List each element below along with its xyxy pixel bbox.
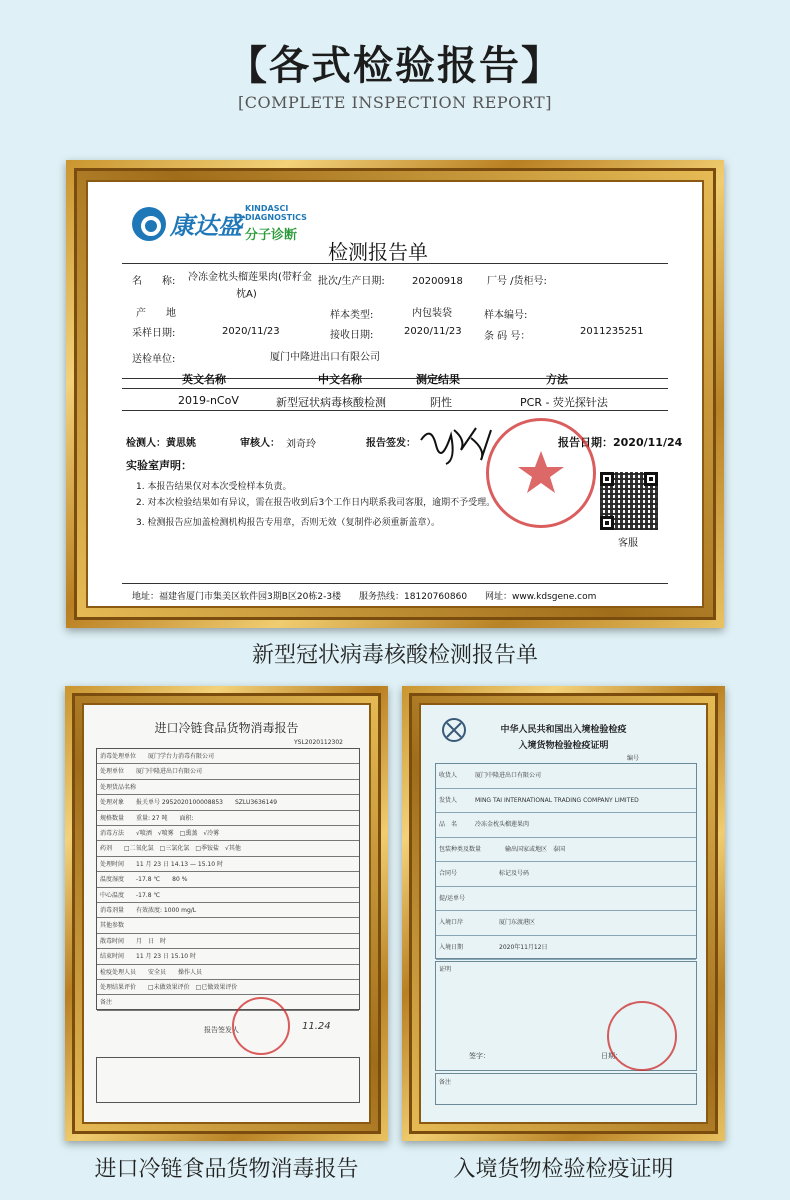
disinfection-report-frame bbox=[65, 686, 388, 1141]
table-row: 消毒处理单位 厦门学台力消毒有限公司 bbox=[97, 749, 359, 764]
sample-no-label: 样本编号: bbox=[484, 310, 528, 321]
reviewer-name: 刘奇玲 bbox=[286, 439, 316, 450]
table-row: 入境口岸 厦门东渡港区 bbox=[436, 911, 696, 936]
table-row: 处理对象 报关单号 2952020100008853 SZLU3636149 bbox=[97, 795, 359, 810]
sample-info-box bbox=[122, 263, 668, 379]
caption-right: 入境货物检验检疫证明 bbox=[453, 1157, 674, 1182]
table-header-english: 英文名称 bbox=[182, 373, 226, 386]
inspection-certificate-frame bbox=[402, 686, 725, 1141]
main-report-document bbox=[86, 180, 704, 608]
result-value: 阴性 bbox=[430, 396, 452, 409]
result-method: PCR - 荧光探针法 bbox=[520, 396, 608, 409]
table-row: 药剂 □二氧化氯 □三氯化氯 □季铵盐 √其他 bbox=[97, 841, 359, 856]
sampling-date-value: 2020/11/23 bbox=[222, 326, 280, 337]
origin-label: 产 地 bbox=[136, 308, 176, 319]
disinfection-table bbox=[96, 748, 360, 1010]
official-stamp bbox=[486, 418, 596, 528]
table-header-result: 测定结果 bbox=[416, 373, 460, 386]
certificate-date-label: 日期： bbox=[601, 1052, 622, 1060]
name-label: 名 称: bbox=[132, 276, 176, 287]
report-date: 报告日期：2020/11/24 bbox=[558, 436, 683, 449]
disinfection-report-document bbox=[82, 703, 371, 1124]
name-value-1: 冷冻金枕头榴莲果肉(带籽金 bbox=[188, 272, 312, 283]
factory-label: 厂号 /货柜号: bbox=[487, 276, 547, 287]
table-row: 提/运单号 bbox=[436, 887, 696, 912]
table-row: 处理时间 11 月 23 日 14.13 — 15.10 时 bbox=[97, 857, 359, 872]
sender-value: 厦门中隆进出口有限公司 bbox=[270, 352, 380, 363]
table-header-method: 方法 bbox=[546, 373, 568, 386]
table-row: 处理结果评价 □未做效果评价 □已做效果评价 bbox=[97, 980, 359, 995]
table-row: 规格数量 重量: 27 吨 面积: bbox=[97, 811, 359, 826]
main-report-frame bbox=[66, 160, 724, 628]
issuer-label: 报告签发： bbox=[366, 438, 416, 449]
certificate-table bbox=[435, 763, 697, 959]
brand-english: KINDASCI DIAGNOSTICS bbox=[245, 204, 307, 222]
sender-label: 送检单位: bbox=[132, 354, 176, 365]
certificate-title-2: 入境货物检验检疫证明 bbox=[518, 741, 609, 751]
customer-service-qr-icon bbox=[600, 472, 658, 530]
qr-label: 客服 bbox=[618, 538, 638, 549]
barcode-label: 条 码 号： bbox=[484, 331, 531, 342]
statement-title: 实验室声明： bbox=[126, 459, 192, 472]
table-row: 消毒剂量 有效浓度: 1000 mg/L bbox=[97, 903, 359, 918]
report-title: 检测报告单 bbox=[328, 240, 428, 264]
table-row: 包装种类及数量 输出国家或地区 泰国 bbox=[436, 838, 696, 863]
receive-date-value: 2020/11/23 bbox=[404, 326, 462, 337]
result-chinese-name: 新型冠状病毒核酸检测 bbox=[276, 396, 386, 409]
disinfection-signature: 11.24 bbox=[302, 1021, 331, 1032]
caption-main: 新型冠状病毒核酸检测报告单 bbox=[251, 643, 538, 668]
sample-type-value: 内包装袋 bbox=[412, 308, 452, 319]
table-row: 结束时间 11 月 23 日 15.10 时 bbox=[97, 949, 359, 964]
table-row: 温度湿度 -17.8 ℃ 80 % bbox=[97, 872, 359, 887]
page-subtitle: [COMPLETE INSPECTION REPORT] bbox=[238, 93, 552, 112]
table-row: 中心温度 -17.8 ℃ bbox=[97, 888, 359, 903]
table-row: 发货人 MING TAI INTERNATIONAL TRADING COMPANY LIMITED bbox=[436, 789, 696, 814]
table-row: 散毒时间 月 日 时 bbox=[97, 934, 359, 949]
table-row: 处理货品名称 bbox=[97, 780, 359, 795]
table-row: 入境日期 2020年11月12日 bbox=[436, 936, 696, 961]
report-footer: 地址：福建省厦门市集美区软件园3期B区20栋2-3楼 服务热线：18120760860 网址：www.kdsgene.com bbox=[132, 592, 597, 602]
caption-left: 进口冷链食品货物消毒报告 bbox=[94, 1157, 359, 1182]
certificate-conclusion-label: 证明 bbox=[439, 966, 452, 973]
table-row: 合同号 标记及号码 bbox=[436, 862, 696, 887]
sampling-date-label: 采样日期: bbox=[132, 328, 176, 339]
barcode-value: 2011235251 bbox=[580, 326, 644, 337]
statement-1: 1. 本报告结果仅对本次受检样本负责。 bbox=[136, 482, 292, 492]
table-row: 检疫处理人员 安全员 操作人员 bbox=[97, 965, 359, 980]
sample-type-label: 样本类型: bbox=[330, 310, 374, 321]
table-row: 品 名 冷冻金枕头榴莲果肉 bbox=[436, 813, 696, 838]
table-row: 备注 bbox=[97, 995, 359, 1010]
certificate-number-label: 编号 bbox=[627, 755, 640, 762]
certificate-remark-label: 备注 bbox=[439, 1079, 452, 1086]
certificate-title-1: 中华人民共和国出入境检验检疫 bbox=[500, 725, 627, 735]
batch-label: 批次/生产日期: bbox=[318, 276, 385, 287]
table-row: 收货人 厦门中隆进出口有限公司 bbox=[436, 764, 696, 789]
table-row: 其他参数 bbox=[97, 918, 359, 933]
issuer-signature bbox=[416, 420, 496, 466]
table-row: 消毒方法 √喷洒 √喷雾 □熏蒸 √冷雾 bbox=[97, 826, 359, 841]
brand-logo-icon bbox=[132, 207, 166, 241]
page-title: 【各式检验报告】 bbox=[227, 43, 563, 89]
statement-2: 2. 对本次检验结果如有异议，需在报告收到后3个工作日内联系我司客服，逾期不予受理。 bbox=[136, 498, 496, 508]
certificate-sign-label: 签字： bbox=[469, 1052, 490, 1060]
disinfection-title: 进口冷链食品货物消毒报告 bbox=[154, 721, 299, 735]
receive-date-label: 接收日期: bbox=[330, 330, 374, 341]
certificate-stamp bbox=[607, 1001, 677, 1071]
tester: 检测人：黄思姚 bbox=[126, 438, 196, 449]
reviewer-label: 审核人： bbox=[240, 438, 280, 449]
name-value-2: 枕A) bbox=[236, 289, 257, 300]
inspection-certificate-document bbox=[419, 703, 708, 1124]
brand-name: 康达盛 bbox=[170, 212, 242, 240]
table-row: 处理单位 厦门中隆进出口有限公司 bbox=[97, 764, 359, 779]
brand-subtitle: 分子诊断 bbox=[245, 228, 298, 243]
disinfection-stamp bbox=[232, 997, 290, 1055]
result-english-name: 2019-nCoV bbox=[178, 394, 239, 407]
batch-value: 20200918 bbox=[412, 276, 463, 287]
disinfection-number: YSL2020112302 bbox=[294, 739, 343, 746]
table-header-chinese: 中文名称 bbox=[318, 373, 362, 386]
statement-3: 3. 检测报告应加盖检测机构报告专用章，否则无效（复制件必须重新盖章）。 bbox=[136, 518, 440, 528]
disinfection-issuer-label: 报告签发人 bbox=[204, 1026, 239, 1034]
